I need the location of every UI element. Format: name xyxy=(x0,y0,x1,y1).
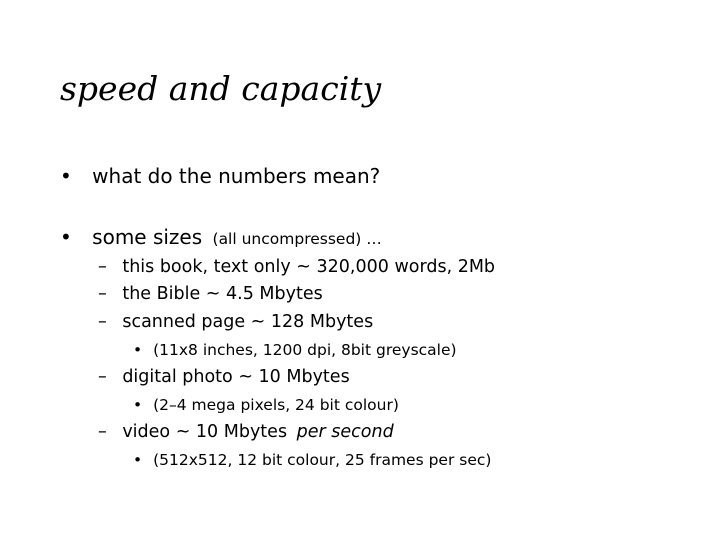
sub-item xyxy=(98,314,373,332)
detail-text: (512x512, 12 bit colour, 25 frames per sec) xyxy=(153,451,492,469)
bullet-note: (all uncompressed) … xyxy=(212,230,382,248)
detail-text: (2–4 mega pixels, 24 bit colour) xyxy=(153,396,399,414)
sub-item-text: video ~ 10 Mbytes xyxy=(122,422,288,442)
sub-item-text: this book, text only ~ 320,000 words, 2Mb xyxy=(122,257,496,277)
detail-item xyxy=(133,343,457,359)
sub-item xyxy=(98,286,323,304)
bullet-text: some sizes xyxy=(92,225,203,249)
sub-item-emphasis: per second xyxy=(296,422,394,442)
dash-marker: – xyxy=(98,257,107,277)
detail-item xyxy=(133,453,491,469)
bullet-marker: • xyxy=(60,225,72,249)
sub-item-text: the Bible ~ 4.5 Mbytes xyxy=(122,284,323,304)
bullet-text: what do the numbers mean? xyxy=(92,164,381,188)
bullet-item xyxy=(60,166,380,186)
sub-item xyxy=(98,369,350,387)
slide-title: speed and capacity xyxy=(60,69,382,108)
sub-item xyxy=(98,424,394,442)
dash-marker: – xyxy=(98,367,107,387)
bullet-marker: • xyxy=(133,451,143,469)
dash-marker: – xyxy=(98,422,107,442)
bullet-item xyxy=(60,227,382,248)
sub-item-text: scanned page ~ 128 Mbytes xyxy=(122,312,374,332)
bullet-marker: • xyxy=(133,396,143,414)
detail-text: (11x8 inches, 1200 dpi, 8bit greyscale) xyxy=(153,341,457,359)
bullet-marker: • xyxy=(60,164,72,188)
dash-marker: – xyxy=(98,284,107,304)
sub-item-text: digital photo ~ 10 Mbytes xyxy=(122,367,350,387)
sub-item xyxy=(98,259,495,277)
bullet-marker: • xyxy=(133,341,143,359)
dash-marker: – xyxy=(98,312,107,332)
detail-item xyxy=(133,398,399,414)
